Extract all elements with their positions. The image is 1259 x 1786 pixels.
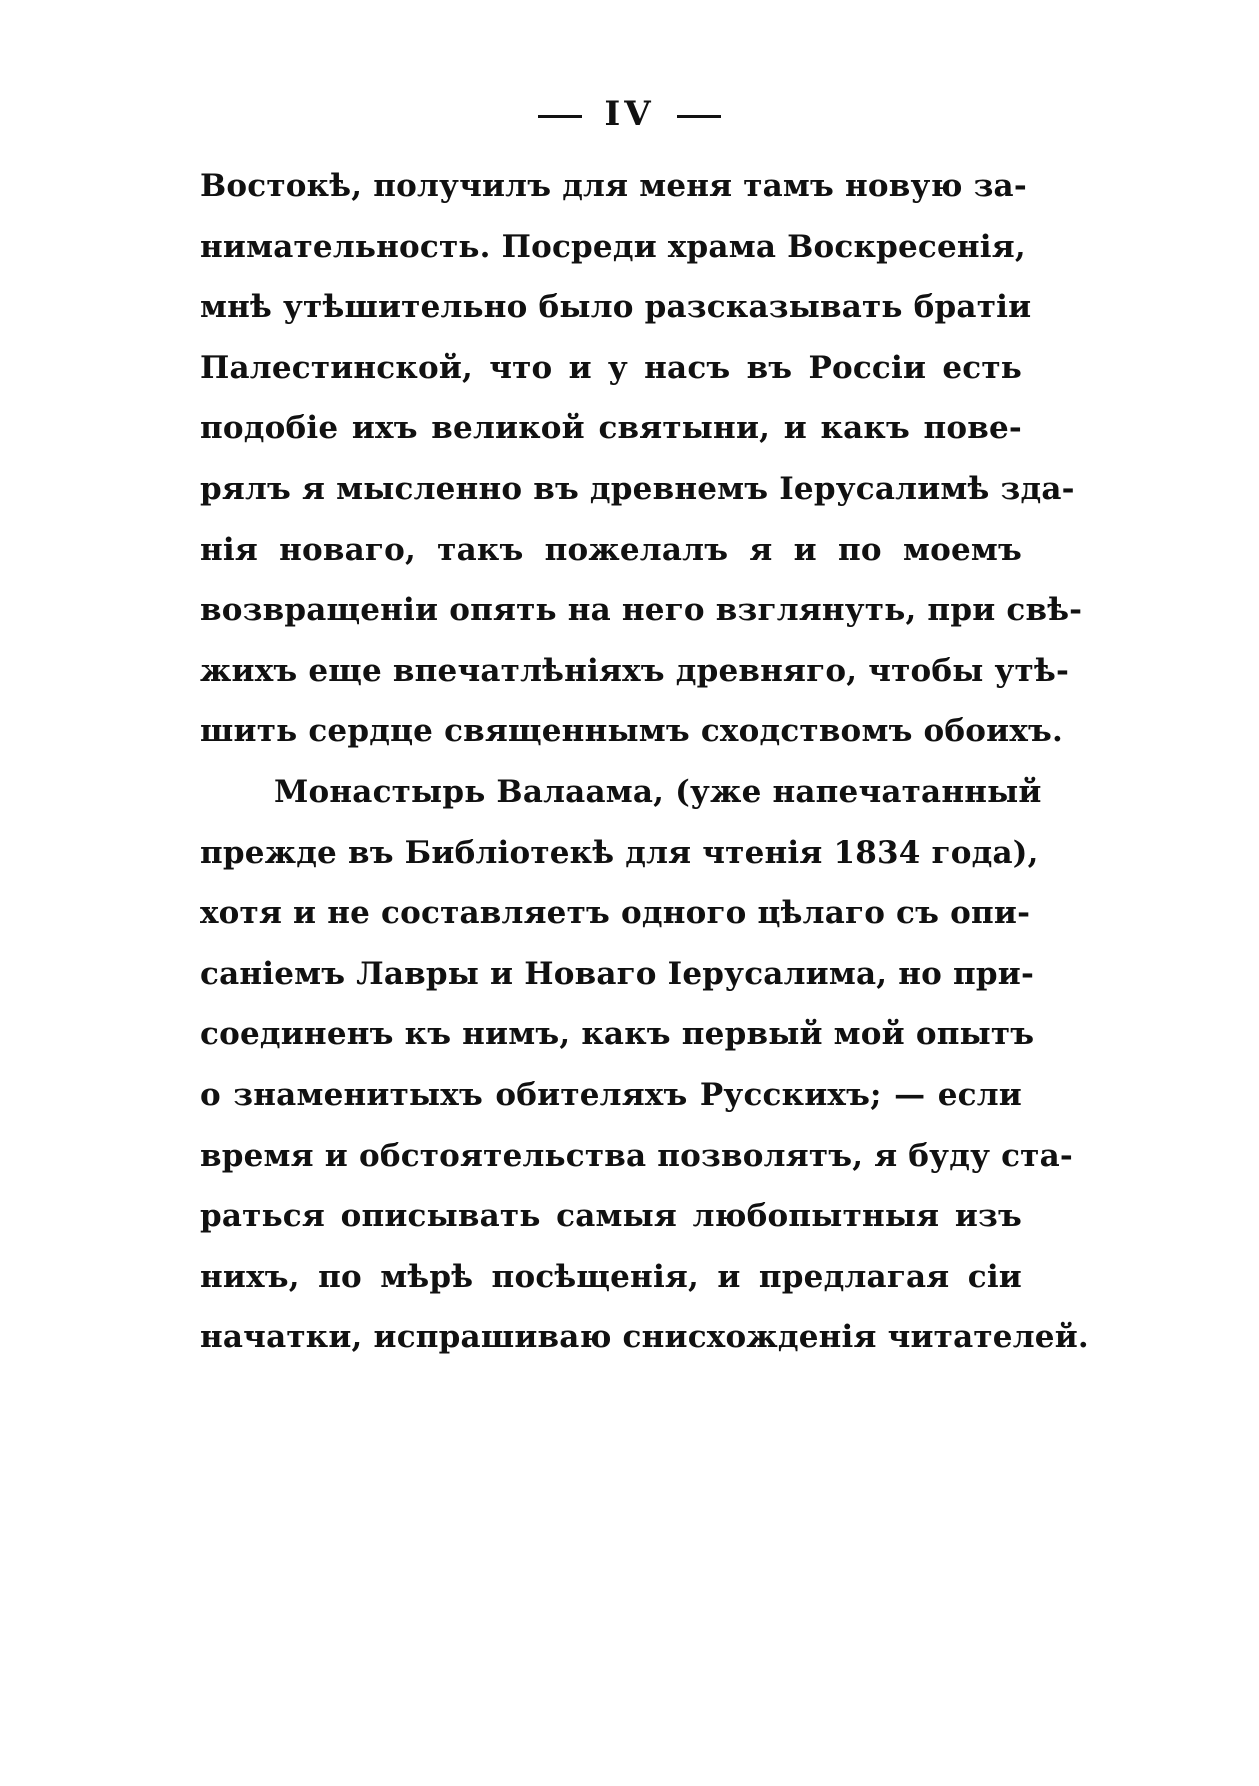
page-number: IV xyxy=(604,94,655,134)
page-header xyxy=(0,94,1259,134)
text-line: начатки, испрашиваю снисхожденія читателей. xyxy=(200,1319,1089,1356)
text-line: раться описывать самыя любопытныя изъ xyxy=(200,1198,1022,1235)
text-line: саніемъ Лавры и Новаго Іерусалима, но при- xyxy=(200,955,1035,992)
text-line: нимательность. Посреди храма Воскресенія, xyxy=(200,228,1026,265)
header-dash-left xyxy=(538,115,582,118)
text-line: подобіе ихъ великой святыни, и какъ пове- xyxy=(200,410,1022,447)
text-line: Палестинской, что и у насъ въ Россіи есть xyxy=(200,349,1022,386)
text-line: нихъ, по мѣрѣ посѣщенія, и предлагая сіи xyxy=(200,1258,1022,1295)
text-line: о знаменитыхъ обителяхъ Русскихъ; — если xyxy=(200,1076,1022,1113)
text-line: возвращеніи опять на него взглянуть, при свѣ- xyxy=(200,592,1083,629)
text-line: соединенъ къ нимъ, какъ первый мой опытъ xyxy=(200,1016,1035,1053)
text-line: рялъ я мысленно въ древнемъ Іерусалимѣ зда- xyxy=(200,470,1075,507)
text-line: нія новаго, такъ пожелалъ я и по моемъ xyxy=(200,531,1022,568)
text-line-paragraph-start: Монастырь Валаама, (уже напечатанный xyxy=(274,773,1042,810)
header-dash-right xyxy=(677,115,721,118)
body-text xyxy=(200,166,1089,1378)
text-line: прежде въ Библіотекѣ для чтенія 1834 года), xyxy=(200,834,1039,871)
text-line: время и обстоятельства позволятъ, я буду ста- xyxy=(200,1137,1073,1174)
text-line: мнѣ утѣшительно было разсказывать братіи xyxy=(200,289,1032,326)
text-line: хотя и не составляетъ одного цѣлаго съ опи- xyxy=(200,895,1031,932)
text-line: шить сердце священнымъ сходствомъ обоихъ. xyxy=(200,713,1064,750)
text-line: Востокѣ, получилъ для меня тамъ новую за- xyxy=(200,168,1027,204)
text-line: жихъ еще впечатлѣніяхъ древняго, чтобы утѣ- xyxy=(200,652,1070,689)
